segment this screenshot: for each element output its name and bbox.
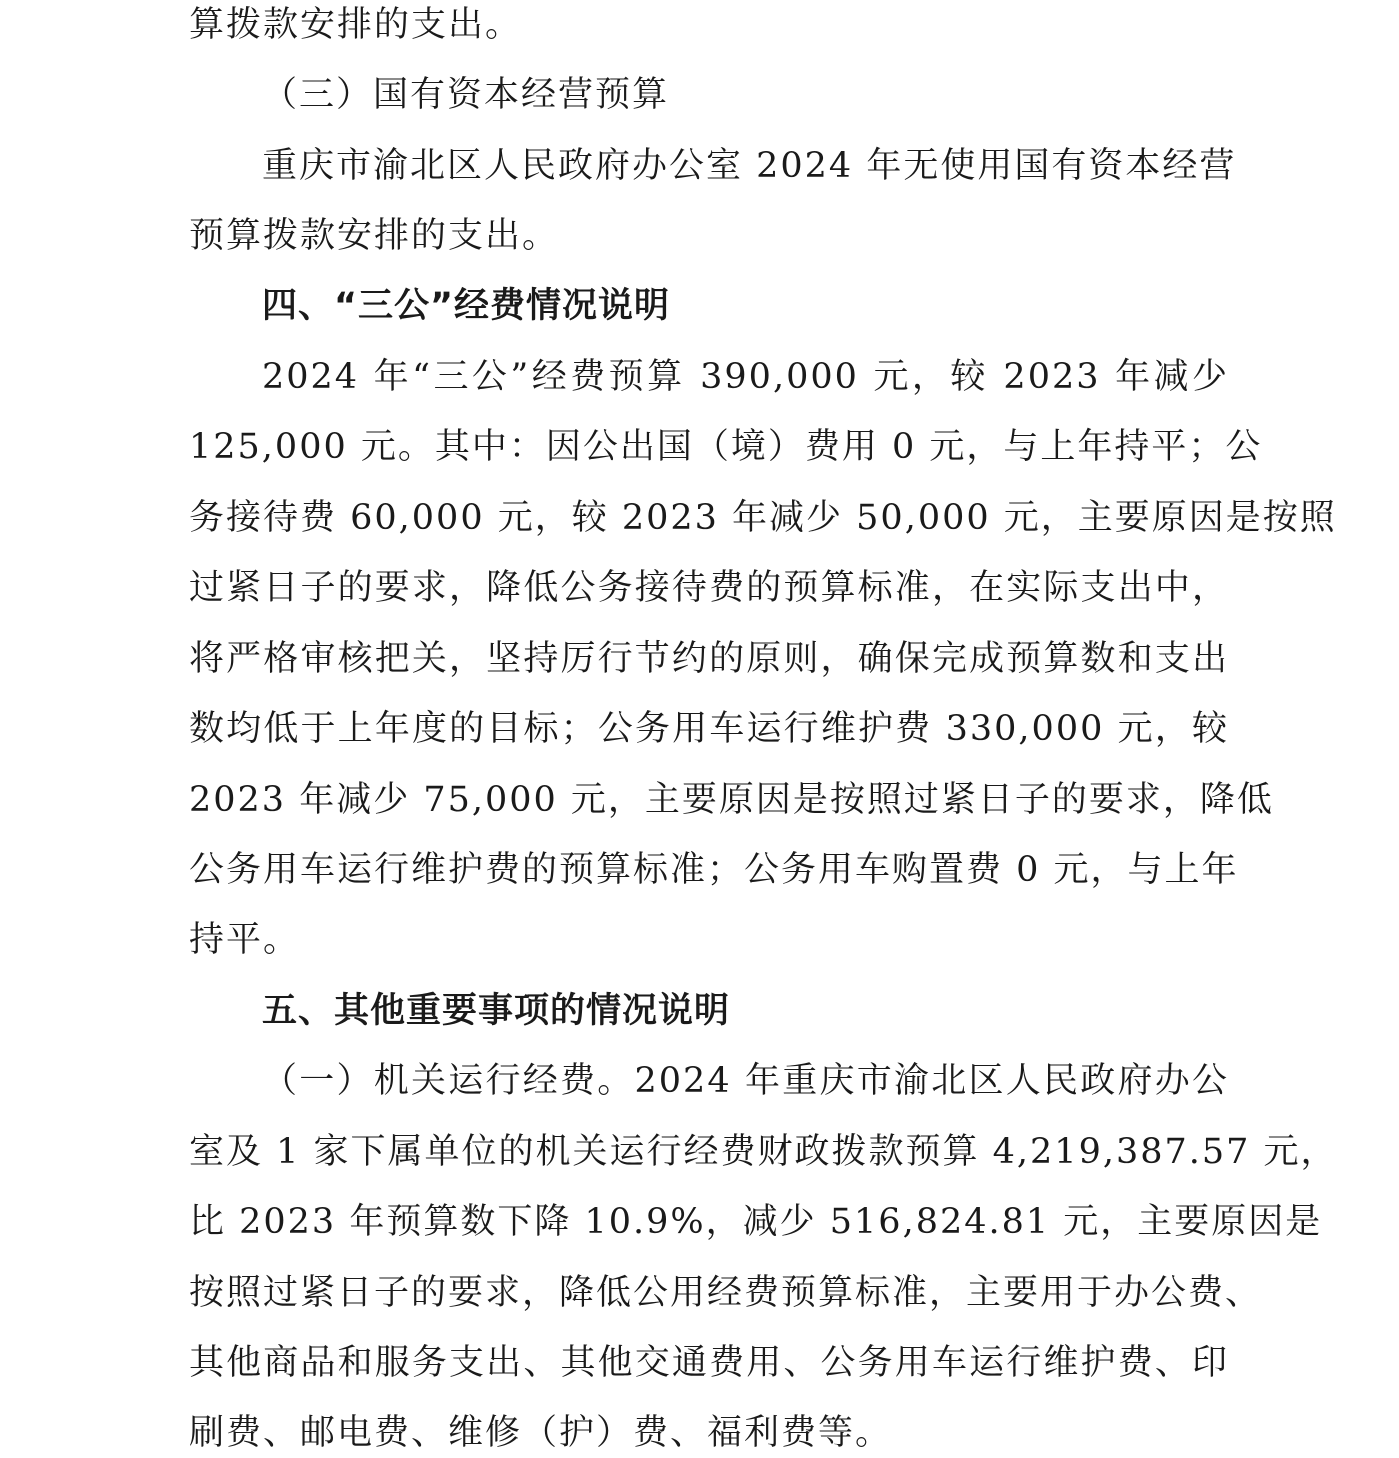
paragraph-line: 2024 年“三公”经费预算 390,000 元，较 2023 年减少 bbox=[262, 357, 1229, 397]
paragraph-line: 预算拨款安排的支出。 bbox=[189, 216, 560, 256]
paragraph-line: 比 2023 年预算数下降 10.9%，减少 516,824.81 元，主要原因是 bbox=[189, 1202, 1323, 1242]
paragraph-line: 将严格审核把关，坚持厉行节约的原则，确保完成预算数和支出 bbox=[189, 639, 1229, 679]
paragraph-line: 算拨款安排的支出。 bbox=[189, 5, 523, 45]
paragraph-line: 125,000 元。其中：因公出国（境）费用 0 元，与上年持平；公 bbox=[189, 427, 1263, 467]
paragraph-line: 2023 年减少 75,000 元，主要原因是按照过紧日子的要求，降低 bbox=[189, 780, 1274, 820]
paragraph-line: 务接待费 60,000 元，较 2023 年减少 50,000 元，主要原因是按照 bbox=[189, 498, 1337, 538]
section-heading: 五、其他重要事项的情况说明 bbox=[262, 991, 731, 1031]
section-heading: 四、“三公”经费情况说明 bbox=[262, 286, 671, 326]
paragraph-line: 持平。 bbox=[189, 920, 301, 960]
paragraph-line: 数均低于上年度的目标；公务用车运行维护费 330,000 元，较 bbox=[189, 709, 1229, 749]
paragraph-line: 室及 1 家下属单位的机关运行经费财政拨款预算 4,219,387.57 元， bbox=[189, 1132, 1338, 1172]
subsection-heading: （三）国有资本经营预算 bbox=[262, 75, 670, 115]
paragraph-line: 过紧日子的要求，降低公务接待费的预算标准，在实际支出中， bbox=[189, 568, 1229, 608]
paragraph-line: 刷费、邮电费、维修（护）费、福利费等。 bbox=[189, 1413, 893, 1453]
paragraph-line: 重庆市渝北区人民政府办公室 2024 年无使用国有资本经营 bbox=[262, 146, 1237, 186]
paragraph-line: 公务用车运行维护费的预算标准；公务用车购置费 0 元，与上年 bbox=[189, 850, 1239, 890]
paragraph-line: 其他商品和服务支出、其他交通费用、公务用车运行维护费、印 bbox=[189, 1343, 1229, 1383]
paragraph-line: 按照过紧日子的要求，降低公用经费预算标准，主要用于办公费、 bbox=[189, 1273, 1263, 1313]
paragraph-line: （一）机关运行经费。2024 年重庆市渝北区人民政府办公 bbox=[262, 1061, 1229, 1101]
